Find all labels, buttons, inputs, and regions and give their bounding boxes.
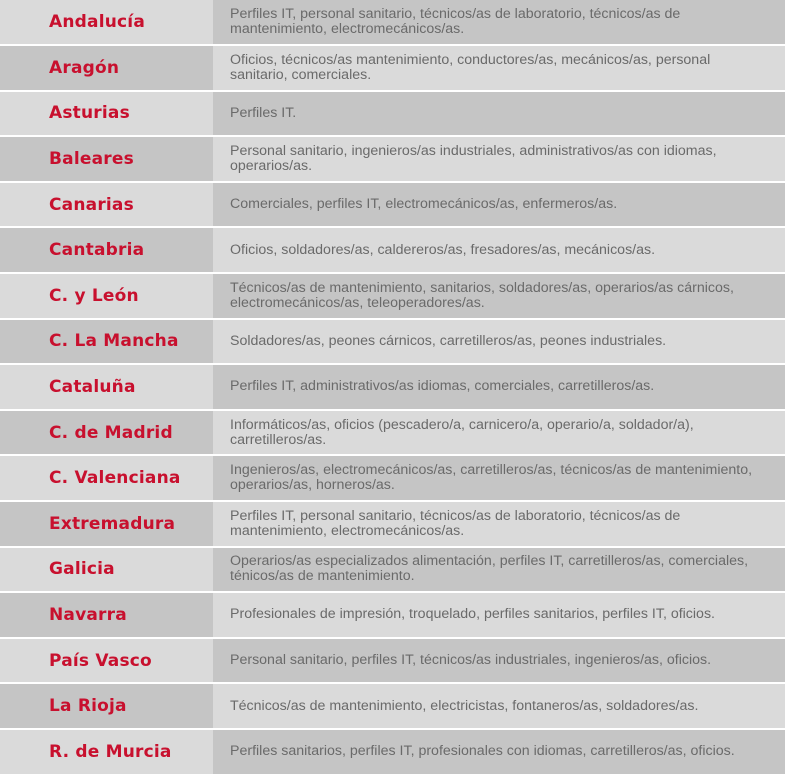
- region-profiles: Técnicos/as de mantenimiento, sanitarios, soldadores/as, operarios/as cárnicos, electromecánicos/as, teleoperadores/as.: [213, 274, 785, 318]
- region-name: C. de Madrid: [0, 411, 213, 455]
- table-row: [0, 548, 785, 592]
- table-row: [0, 639, 785, 683]
- region-name: Canarias: [0, 183, 213, 227]
- region-name: Navarra: [0, 593, 213, 637]
- table-row: [0, 92, 785, 136]
- region-profiles: Perfiles sanitarios, perfiles IT, profesionales con idiomas, carretilleros/as, oficios.: [213, 730, 785, 774]
- region-name: Aragón: [0, 46, 213, 90]
- table-row: [0, 0, 785, 44]
- region-profiles: Comerciales, perfiles IT, electromecánicos/as, enfermeros/as.: [213, 183, 785, 227]
- region-name: Andalucía: [0, 0, 213, 44]
- table-row: [0, 411, 785, 455]
- table-row: [0, 456, 785, 500]
- region-profiles: Perfiles IT, administrativos/as idiomas, comerciales, carretilleros/as.: [213, 365, 785, 409]
- table-row: [0, 365, 785, 409]
- region-profiles: Personal sanitario, ingenieros/as industriales, administrativos/as con idiomas, operarios/as.: [213, 137, 785, 181]
- region-name: R. de Murcia: [0, 730, 213, 774]
- table-row: [0, 502, 785, 546]
- region-profiles: Soldadores/as, peones cárnicos, carretilleros/as, peones industriales.: [213, 320, 785, 364]
- region-name: Asturias: [0, 92, 213, 136]
- region-profiles: Oficios, técnicos/as mantenimiento, conductores/as, mecánicos/as, personal sanitario, comerciales.: [213, 46, 785, 90]
- table-row: [0, 46, 785, 90]
- region-profiles: Ingenieros/as, electromecánicos/as, carretilleros/as, técnicos/as de mantenimiento, operarios/as, horneros/as.: [213, 456, 785, 500]
- region-name: Baleares: [0, 137, 213, 181]
- region-profiles: Perfiles IT.: [213, 92, 785, 136]
- region-name: País Vasco: [0, 639, 213, 683]
- region-profiles: Profesionales de impresión, troquelado, perfiles sanitarios, perfiles IT, oficios.: [213, 593, 785, 637]
- region-name: La Rioja: [0, 684, 213, 728]
- region-profiles: Personal sanitario, perfiles IT, técnicos/as industriales, ingenieros/as, oficios.: [213, 639, 785, 683]
- table-row: [0, 183, 785, 227]
- region-name: Extremadura: [0, 502, 213, 546]
- region-name: C. y León: [0, 274, 213, 318]
- table-row: [0, 684, 785, 728]
- table-row: [0, 320, 785, 364]
- region-profiles: Informáticos/as, oficios (pescadero/a, carnicero/a, operario/a, soldador/a), carretilleros/as.: [213, 411, 785, 455]
- region-name: Cantabria: [0, 228, 213, 272]
- region-name: Cataluña: [0, 365, 213, 409]
- region-profiles: Perfiles IT, personal sanitario, técnicos/as de laboratorio, técnicos/as de mantenimiento, electromecánicos/as.: [213, 0, 785, 44]
- table-row: [0, 274, 785, 318]
- table-row: [0, 137, 785, 181]
- region-profiles: Operarios/as especializados alimentación, perfiles IT, carretilleros/as, comerciales, ténicos/as de mantenimiento.: [213, 548, 785, 592]
- table-row: [0, 228, 785, 272]
- region-name: C. Valenciana: [0, 456, 213, 500]
- region-name: C. La Mancha: [0, 320, 213, 364]
- region-profiles: Técnicos/as de mantenimiento, electricistas, fontaneros/as, soldadores/as.: [213, 684, 785, 728]
- table-row: [0, 593, 785, 637]
- region-name: Galicia: [0, 548, 213, 592]
- table-row: [0, 730, 785, 774]
- region-profiles: Oficios, soldadores/as, caldereros/as, fresadores/as, mecánicos/as.: [213, 228, 785, 272]
- region-profiles: Perfiles IT, personal sanitario, técnicos/as de laboratorio, técnicos/as de mantenimiento, electromecánicos/as.: [213, 502, 785, 546]
